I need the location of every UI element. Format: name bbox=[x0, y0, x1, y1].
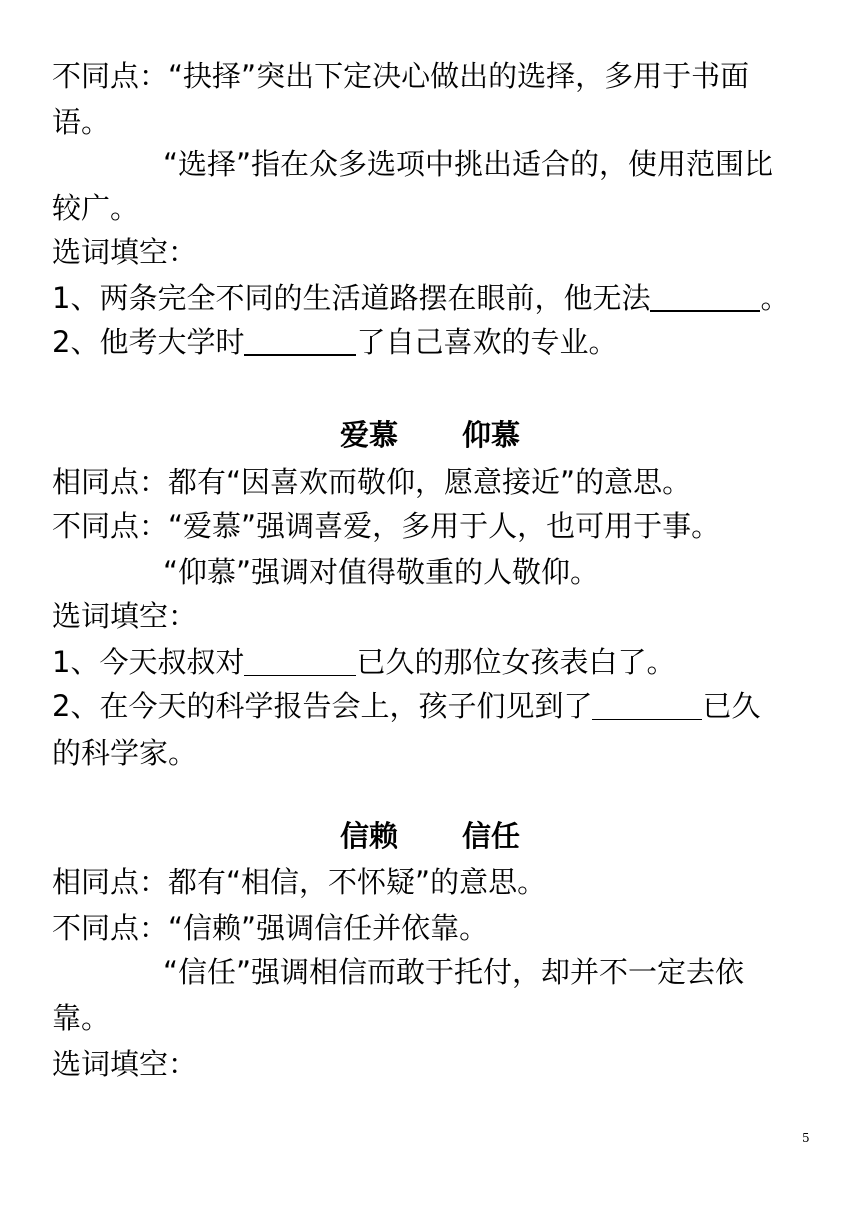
title-word-2: 信任 bbox=[462, 819, 521, 853]
question-text-after: 已久 bbox=[702, 689, 761, 723]
section3-same-line bbox=[52, 864, 546, 900]
difference-text: “信赖”强调信任并依靠。 bbox=[168, 911, 489, 945]
section2-same-line bbox=[52, 464, 691, 500]
section3-difference-line2-cont: 靠。 bbox=[52, 1001, 111, 1035]
question-text-before: 1、今天叔叔对 bbox=[52, 645, 245, 679]
question-text-after: 了自己喜欢的专业。 bbox=[356, 325, 618, 359]
section2-exercise-label: 选词填空： bbox=[52, 599, 198, 633]
section1-exercise-label: 选词填空： bbox=[52, 235, 198, 269]
section3-difference-line2: “信任”强调相信而敢于托付，却并不一定去依 bbox=[163, 955, 745, 989]
section3-difference-line1 bbox=[52, 910, 488, 946]
title-word-1: 爱慕 bbox=[339, 418, 398, 452]
question-text-before: 2、在今天的科学报告会上，孩子们见到了 bbox=[52, 689, 593, 723]
question-text-after: 已久的那位女孩表白了。 bbox=[356, 645, 676, 679]
page-number: 5 bbox=[802, 1131, 810, 1145]
question-text-before: 1、两条完全不同的生活道路摆在眼前，他无法 bbox=[52, 281, 651, 315]
difference-text: “抉择”突出下定决心做出的选择，多用于书面 bbox=[168, 59, 750, 93]
section1-question-1 bbox=[52, 280, 789, 316]
section3-exercise-label: 选词填空： bbox=[52, 1047, 198, 1081]
difference-text: “爱慕”强调喜爱，多用于人，也可用于事。 bbox=[168, 509, 721, 543]
section2-question-1 bbox=[52, 644, 675, 680]
section1-difference-line2-cont: 较广。 bbox=[52, 191, 140, 225]
difference-label: 不同点： bbox=[52, 59, 169, 93]
title-word-1: 信赖 bbox=[339, 819, 398, 853]
answer-blank[interactable] bbox=[244, 645, 356, 676]
difference-label: 不同点： bbox=[52, 911, 169, 945]
answer-blank[interactable] bbox=[592, 689, 702, 720]
answer-blank[interactable] bbox=[650, 280, 760, 312]
section2-difference-line1 bbox=[52, 508, 720, 544]
answer-blank[interactable] bbox=[244, 324, 356, 356]
same-text: 都有“因喜欢而敬仰，愿意接近”的意思。 bbox=[168, 465, 692, 499]
same-label: 相同点： bbox=[52, 465, 169, 499]
question-text-before: 2、他考大学时 bbox=[52, 325, 245, 359]
title-word-2: 仰慕 bbox=[462, 418, 521, 452]
section2-question-2-cont: 的科学家。 bbox=[52, 736, 198, 770]
section2-question-2 bbox=[52, 688, 760, 724]
same-label: 相同点： bbox=[52, 865, 169, 899]
section2-title bbox=[0, 417, 860, 453]
question-text-after: 。 bbox=[760, 281, 790, 315]
section1-difference-line1 bbox=[52, 58, 749, 94]
section1-question-2 bbox=[52, 324, 617, 360]
same-text: 都有“相信，不怀疑”的意思。 bbox=[168, 865, 547, 899]
section1-difference-line2: “选择”指在众多选项中挑出适合的，使用范围比 bbox=[163, 147, 774, 181]
section2-difference-line2: “仰慕”强调对值得敬重的人敬仰。 bbox=[163, 555, 600, 589]
section3-title bbox=[0, 818, 860, 854]
difference-label: 不同点： bbox=[52, 509, 169, 543]
section1-difference-line1-cont: 语。 bbox=[52, 105, 111, 139]
